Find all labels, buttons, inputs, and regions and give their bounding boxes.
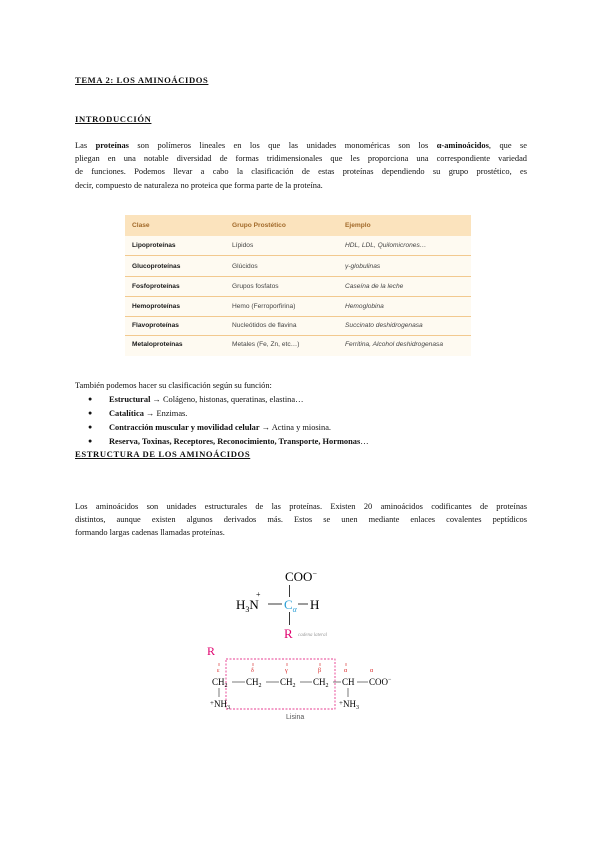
structure-line-3: formando largas cadenas llamadas proteínas. bbox=[75, 528, 225, 538]
ch2-label: $CH_2$ bbox=[212, 677, 228, 689]
table-header-group: Grupo Prostético bbox=[232, 222, 286, 229]
function-intro: También podemos hacer su clasificación según su función: bbox=[75, 381, 272, 390]
structure-line-2: distintos, aunque existen algunos derivados más. Estos se unen mediante enlaces covalentes peptídicos bbox=[75, 515, 527, 525]
bullet-icon: ● bbox=[88, 395, 93, 403]
table-header-class: Clase bbox=[132, 222, 150, 229]
table-cell-group: Grupos fosfatos bbox=[232, 283, 279, 290]
table-cell-group: Glúcidos bbox=[232, 263, 258, 270]
list-item: Catalítica → Enzimas. bbox=[109, 409, 188, 418]
document-title: TEMA 2: LOS AMINOÁCIDOS bbox=[75, 75, 209, 85]
ch2-label: $CH_2$ bbox=[280, 677, 296, 689]
greek-label: α bbox=[370, 668, 374, 674]
table-cell-example: Ferritina, Alcohol deshidrogenasa bbox=[345, 341, 443, 348]
carboxylate-label: COO− bbox=[285, 569, 317, 584]
table-cell-class: Hemoproteínas bbox=[132, 303, 180, 310]
table-cell-class: Metaloproteínas bbox=[132, 341, 183, 348]
table-cell-example: Caseína de la leche bbox=[345, 283, 404, 290]
amino-group-label: $^+NH_3$ bbox=[339, 699, 359, 711]
intro-heading: INTRODUCCIÓN bbox=[75, 114, 152, 124]
lysine-caption: Lisina bbox=[286, 714, 305, 721]
greek-label: ε bbox=[217, 668, 220, 674]
bullet-icon: ● bbox=[88, 409, 93, 417]
table-cell-class: Flavoproteínas bbox=[132, 322, 179, 329]
generic-amino-acid-diagram bbox=[236, 569, 328, 641]
table-cell-group: Nucleótidos de flavina bbox=[232, 322, 297, 329]
table-cell-group: Lípidos bbox=[232, 242, 254, 249]
lysine-diagram bbox=[207, 644, 392, 721]
intro-line-3: de funciones. Podemos llevar a cabo la clasificación de estas proteínas dependiendo su grupo prostético, es bbox=[75, 167, 527, 177]
ch2-label: $CH_2$ bbox=[246, 677, 262, 689]
intro-line-1: Las proteínas son polímeros lineales en los que las unidades monoméricas son los α-aminoácidos, que se bbox=[75, 141, 527, 150]
carboxylate-label: COO− bbox=[369, 677, 392, 687]
list-item: Estructural → Colágeno, histonas, queratinas, elastina… bbox=[109, 395, 304, 404]
table-header-example: Ejemplo bbox=[345, 222, 371, 229]
intro-line-4: decir, compuesto de naturaleza no proteica que forma parte de la proteína. bbox=[75, 180, 323, 190]
structure-heading: ESTRUCTURA DE LOS AMINOÁCIDOS bbox=[75, 449, 251, 459]
amino-group-label: $^+NH_3$ bbox=[210, 699, 230, 711]
r-group-label: R bbox=[284, 626, 293, 641]
list-item: Reserva, Toxinas, Receptores, Reconocimiento, Transporte, Hormonas… bbox=[109, 437, 369, 446]
table-cell-example: γ-globulinas bbox=[345, 263, 381, 270]
greek-label: γ bbox=[285, 668, 288, 674]
table-cell-class: Glucoproteínas bbox=[132, 263, 181, 270]
intro-line-2: pliegan en una notable diversidad de formas tridimensionales que les proporciona una correspondiente variedad bbox=[75, 154, 527, 164]
table-cell-example: HDL, LDL, Quilomicrones… bbox=[345, 242, 427, 249]
r-group-label: R bbox=[207, 644, 216, 658]
table-cell-example: Succinato deshidrogenasa bbox=[345, 322, 423, 329]
table-cell-group: Hemo (Ferroporfirina) bbox=[232, 303, 296, 310]
positive-charge-label: + bbox=[256, 590, 261, 599]
table-cell-class: Fosfoproteínas bbox=[132, 283, 180, 290]
table-cell-example: Hemoglobina bbox=[345, 303, 384, 310]
ch2-label: $CH_2$ bbox=[313, 677, 329, 689]
table-cell-class: Lipoproteínas bbox=[132, 242, 176, 249]
bullet-icon: ● bbox=[88, 423, 93, 431]
table-cell-group: Metales (Fe, Zn, etc…) bbox=[232, 341, 300, 348]
greek-label: β bbox=[318, 668, 322, 674]
bullet-icon: ● bbox=[88, 437, 93, 445]
greek-label: δ bbox=[251, 668, 254, 674]
alpha-carbon-label: $C_\alpha$ bbox=[284, 597, 297, 614]
list-item: Contracción muscular y movilidad celular → Actina y miosina. bbox=[109, 423, 332, 432]
amino-group-label: $H_3N$ bbox=[236, 597, 259, 614]
greek-label: α bbox=[344, 668, 348, 674]
hydrogen-label: H bbox=[310, 597, 320, 612]
ch-label: CH bbox=[342, 677, 355, 687]
side-chain-note: cadena lateral bbox=[298, 633, 328, 638]
structure-line-1: Los aminoácidos son unidades estructurales de las proteínas. Existen 20 aminoácidos codificantes de proteínas bbox=[75, 502, 527, 511]
